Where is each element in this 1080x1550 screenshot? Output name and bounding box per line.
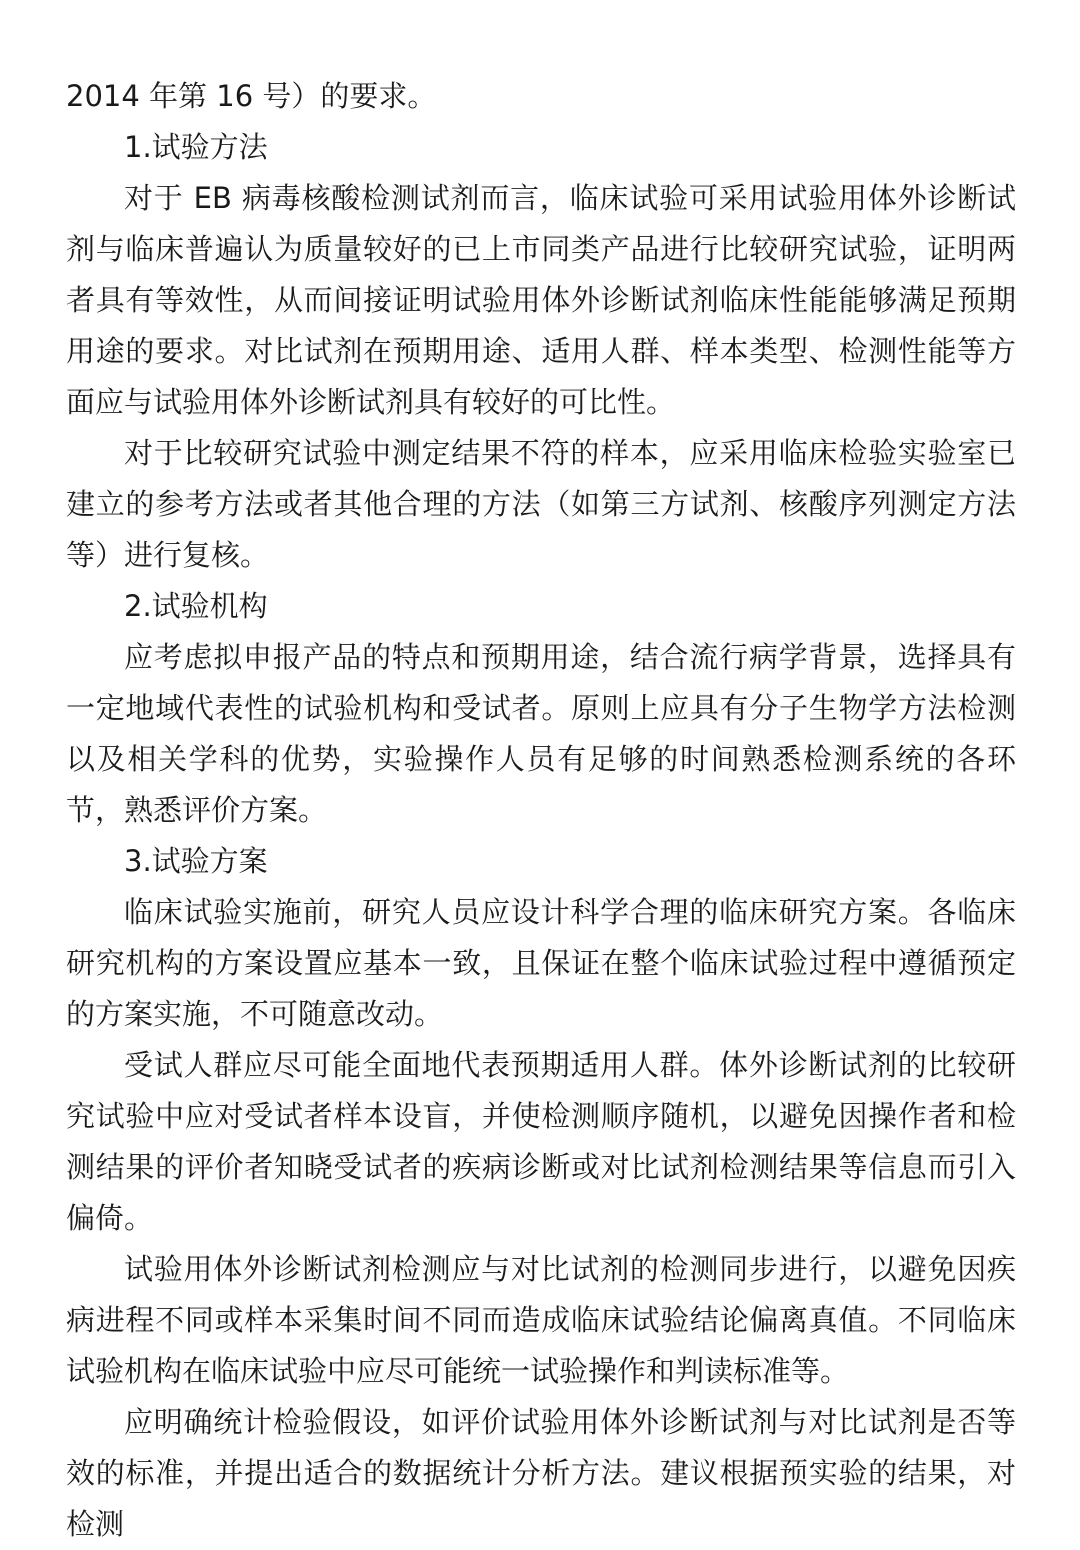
paragraph-test-institution: 应考虑拟申报产品的特点和预期用途，结合流行病学背景，选择具有一定地域代表性的试验机构和受试者。原则上应具有分子生物学方法检测以及相关学科的优势，实验操作人员有足够的时间熟悉检测系统的各环节，熟悉评价方案。 [66, 640, 1016, 827]
section-heading-test-institution: 2.试验机构 [124, 589, 268, 623]
section-heading-test-plan: 3.试验方案 [124, 844, 268, 878]
section-heading-test-method: 1.试验方法 [124, 130, 268, 164]
paragraph-synchronous-testing: 试验用体外诊断试剂检测应与对比试剂的检测同步进行，以避免因疾病进程不同或样本采集时间不同而造成临床试验结论偏离真值。不同临床试验机构在临床试验中应尽可能统一试验操作和判读标准等。 [66, 1252, 1016, 1388]
paragraph-continuation: 2014 年第 16 号）的要求。 [66, 79, 437, 113]
document-page [66, 71, 1016, 1550]
paragraph-subject-population: 受试人群应尽可能全面地代表预期适用人群。体外诊断试剂的比较研究试验中应对受试者样本设盲，并使检测顺序随机，以避免因操作者和检测结果的评价者知晓受试者的疾病诊断或对比试剂检测结果等信息而引入偏倚。 [66, 1048, 1016, 1235]
paragraph-test-method: 对于 EB 病毒核酸检测试剂而言，临床试验可采用试验用体外诊断试剂与临床普遍认为质量较好的已上市同类产品进行比较研究试验，证明两者具有等效性，从而间接证明试验用体外诊断试剂临床性能能够满足预期用途的要求。对比试剂在预期用途、适用人群、样本类型、检测性能等方面应与试验用体外诊断试剂具有较好的可比性。 [66, 181, 1016, 419]
paragraph-recheck: 对于比较研究试验中测定结果不符的样本，应采用临床检验实验室已建立的参考方法或者其他合理的方法（如第三方试剂、核酸序列测定方法等）进行复核。 [66, 436, 1016, 572]
paragraph-test-plan: 临床试验实施前，研究人员应设计科学合理的临床研究方案。各临床研究机构的方案设置应基本一致，且保证在整个临床试验过程中遵循预定的方案实施，不可随意改动。 [66, 895, 1016, 1031]
paragraph-statistical-hypothesis: 应明确统计检验假设，如评价试验用体外诊断试剂与对比试剂是否等效的标准，并提出适合的数据统计分析方法。建议根据预实验的结果，对检测 [66, 1405, 1016, 1541]
